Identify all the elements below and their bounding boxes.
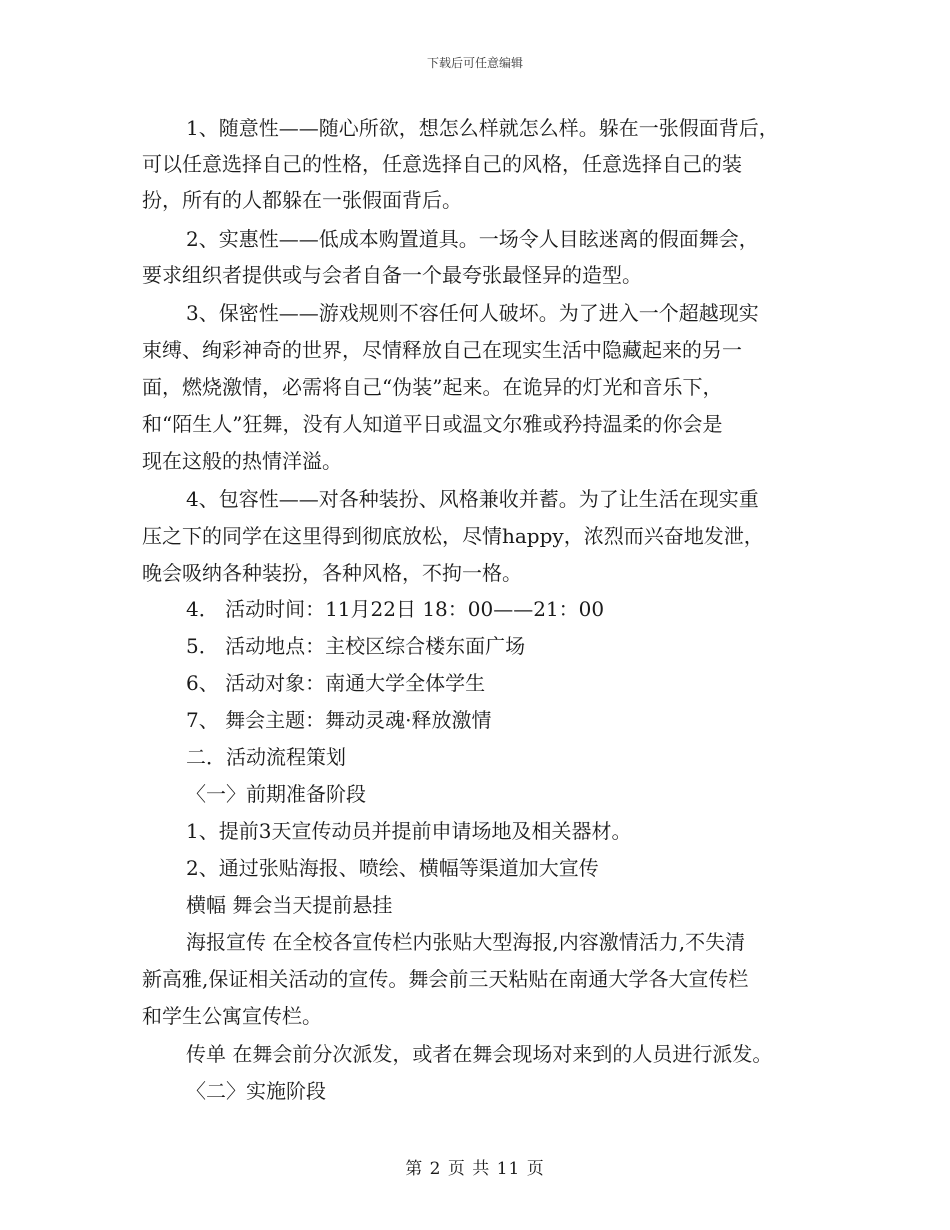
paragraph-line: 面，燃烧激情，必需将自己“伪装”起来。在诡异的灯光和音乐下， bbox=[142, 375, 723, 399]
paragraph-line: 和学生公寓宣传栏。 bbox=[142, 1004, 322, 1028]
paragraph-line: 可以任意选择自己的性格，任意选择自己的风格，任意选择自己的装 bbox=[142, 152, 742, 176]
page-footer: 第 2 页 共 11 页 bbox=[405, 1159, 545, 1179]
activity-location: 5． 活动地点：主校区综合楼东面广场 bbox=[186, 634, 526, 658]
paragraph-line: 2、通过张贴海报、喷绘、横幅等渠道加大宣传 bbox=[186, 856, 599, 880]
paragraph-line: 传单 在舞会前分次派发，或者在舞会现场对来到的人员进行派发。 bbox=[186, 1042, 773, 1066]
page-header: 下载后可任意编辑 bbox=[426, 56, 523, 70]
paragraph-line: 要求组织者提供或与会者自备一个最夸张最怪异的造型。 bbox=[142, 263, 642, 287]
dance-theme: 7、 舞会主题：舞动灵魂·释放激情 bbox=[186, 708, 492, 732]
paragraph-line: 新高雅,保证相关活动的宣传。舞会前三天粘贴在南通大学各大宣传栏 bbox=[142, 967, 749, 991]
paragraph-line: 1、提前3天宣传动员并提前申请场地及相关器材。 bbox=[186, 819, 632, 843]
paragraph-line: 束缚、绚彩神奇的世界，尽情释放自己在现实生活中隐藏起来的另一 bbox=[142, 338, 742, 362]
activity-time: 4． 活动时间：11月22日 18：00——21：00 bbox=[186, 597, 605, 621]
paragraph-line: 晚会吸纳各种装扮，各种风格，不拘一格。 bbox=[142, 561, 522, 585]
paragraph-line: 扮，所有的人都躲在一张假面背后。 bbox=[142, 188, 462, 212]
section-heading: 二．活动流程策划 bbox=[186, 745, 346, 769]
subsection-heading: 〈二〉实施阶段 bbox=[186, 1079, 326, 1103]
paragraph-line: 现在这般的热情洋溢。 bbox=[142, 449, 342, 473]
paragraph-line: 4、包容性——对各种装扮、风格兼收并蓄。为了让生活在现实重 bbox=[186, 487, 759, 511]
paragraph-line: 和“陌生人”狂舞，没有人知道平日或温文尔雅或矜持温柔的你会是 bbox=[142, 412, 723, 436]
paragraph-line: 1、随意性——随心所欲，想怎么样就怎么样。躲在一张假面背后， bbox=[186, 116, 779, 140]
subsection-heading: 〈一〉前期准备阶段 bbox=[186, 782, 366, 806]
paragraph-line: 海报宣传 在全校各宣传栏内张贴大型海报,内容激情活力,不失清 bbox=[186, 930, 746, 954]
paragraph-line: 3、保密性——游戏规则不容任何人破坏。为了进入一个超越现实 bbox=[186, 301, 759, 325]
paragraph-line: 横幅 舞会当天提前悬挂 bbox=[186, 893, 393, 917]
paragraph-line: 压之下的同学在这里得到彻底放松，尽情happy，浓烈而兴奋地发泄， bbox=[142, 524, 764, 548]
activity-audience: 6、 活动对象：南通大学全体学生 bbox=[186, 671, 486, 695]
paragraph-line: 2、实惠性——低成本购置道具。一场令人目眩迷离的假面舞会， bbox=[186, 227, 759, 251]
